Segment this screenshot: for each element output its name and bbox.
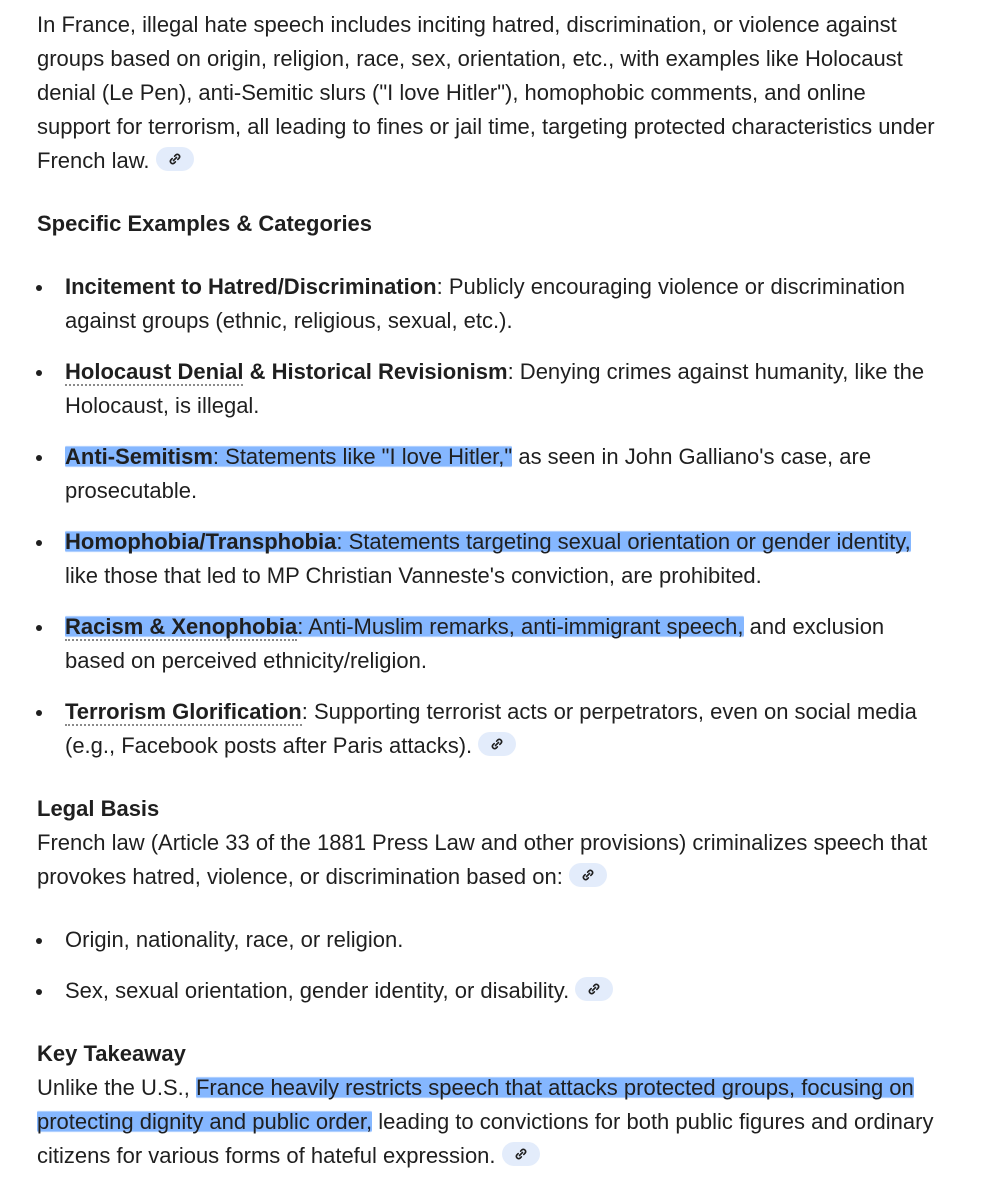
- list-item: [37, 270, 942, 338]
- example-desc: like those that led to MP Christian Vanneste's conviction, are prohibited.: [65, 563, 762, 588]
- list-item: [37, 923, 942, 957]
- example-term: Anti-Semitism: [65, 444, 213, 469]
- example-desc-highlight: : Statements targeting sexual orientation or gender identity,: [336, 529, 911, 554]
- legal-basis-list: [37, 923, 942, 1008]
- legal-basis-text: French law (Article 33 of the 1881 Press Law and other provisions) criminalizes speech that provokes hatred, violence, or discrimination based on:: [37, 830, 928, 889]
- examples-heading: Specific Examples & Categories: [37, 211, 373, 236]
- link-icon: [513, 1146, 529, 1162]
- example-term: & Historical Revisionism: [243, 359, 508, 384]
- list-item: [37, 695, 942, 763]
- legal-basis-paragraph: [37, 826, 942, 894]
- source-link-chip[interactable]: [502, 1142, 540, 1166]
- intro-text: In France, illegal hate speech includes inciting hatred, discrimination, or violence against groups based on origin, religion, race, sex, orientation, etc., with examples like Holocaust denial (Le Pen), anti-Semitic slurs ("I love Hitler"), homophobic comments, and online support for terrorism, all leading to fines or jail time, targeting protected characteristics under French law.: [37, 12, 935, 173]
- example-desc-highlight: : Statements like "I love Hitler,": [212, 444, 513, 469]
- source-link-chip[interactable]: [478, 732, 516, 756]
- key-takeaway-heading: Key Takeaway: [37, 1041, 186, 1066]
- legal-item-text: Sex, sexual orientation, gender identity, or disability.: [65, 978, 570, 1003]
- response-content: [37, 8, 942, 1173]
- example-desc: : Supporting terrorist acts or perpetrators, even on social media (e.g., Facebook posts after Paris attacks).: [65, 699, 917, 758]
- legal-basis-heading: Legal Basis: [37, 796, 160, 821]
- list-item: [37, 440, 942, 508]
- example-desc-highlight: : Anti-Muslim remarks, anti-immigrant speech,: [297, 614, 744, 639]
- link-icon: [586, 981, 602, 997]
- source-link-chip[interactable]: [575, 977, 613, 1001]
- terrorism-glorification-link[interactable]: Terrorism Glorification: [65, 699, 302, 724]
- legal-item-text: Origin, nationality, race, or religion.: [65, 927, 404, 952]
- example-term: Incitement to Hatred/Discrimination: [65, 274, 437, 299]
- source-link-chip[interactable]: [569, 863, 607, 887]
- example-desc: : Denying crimes against humanity, like the Holocaust, is illegal.: [65, 359, 925, 418]
- link-icon: [167, 151, 183, 167]
- examples-list: [37, 270, 942, 763]
- highlighted-text: [65, 614, 744, 639]
- example-desc: and exclusion based on perceived ethnicity/religion.: [65, 614, 885, 673]
- key-takeaway-paragraph: [37, 1071, 942, 1173]
- example-term: Homophobia/Transphobia: [65, 529, 337, 554]
- holocaust-denial-link[interactable]: Holocaust Denial: [65, 359, 244, 384]
- racism-xenophobia-link[interactable]: Racism & Xenophobia: [65, 614, 298, 639]
- highlighted-text: [65, 529, 911, 554]
- example-desc: as seen in John Galliano's case, are prosecutable.: [65, 444, 872, 503]
- source-link-chip[interactable]: [156, 147, 194, 171]
- list-item: [37, 974, 942, 1008]
- takeaway-highlight: France heavily restricts speech that attacks protected groups, focusing on protecting dignity and public order,: [37, 1075, 914, 1134]
- example-desc: : Publicly encouraging violence or discrimination against groups (ethnic, religious, sexual, etc.).: [65, 274, 905, 333]
- takeaway-pre: Unlike the U.S.,: [37, 1075, 196, 1100]
- list-item: [37, 355, 942, 423]
- list-item: [37, 610, 942, 678]
- link-icon: [489, 736, 505, 752]
- takeaway-post: leading to convictions for both public figures and ordinary citizens for various forms of hateful expression.: [37, 1109, 934, 1168]
- link-icon: [580, 867, 596, 883]
- intro-paragraph: [37, 8, 942, 178]
- list-item: [37, 525, 942, 593]
- highlighted-text: [65, 444, 512, 469]
